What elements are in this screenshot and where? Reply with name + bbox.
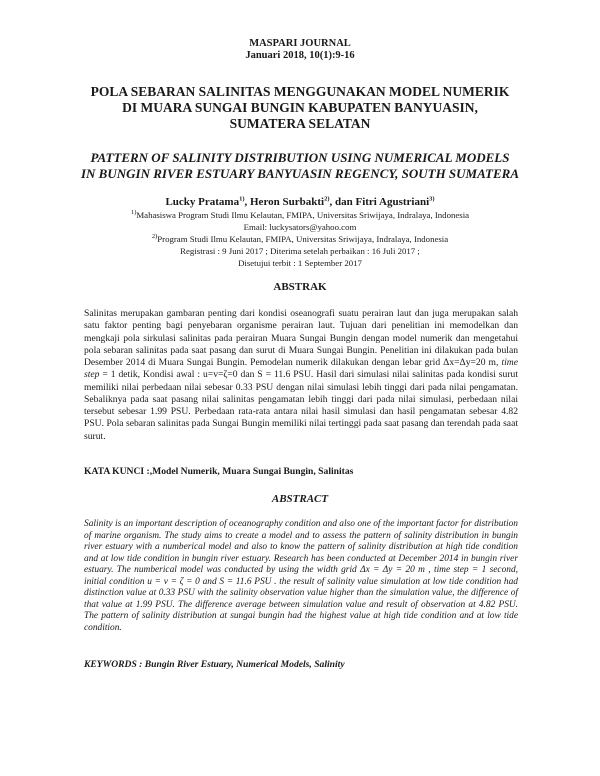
title-en-line2: IN BUNGIN RIVER ESTUARY BANYUASIN REGENCY, SOUTH SUMATERA xyxy=(80,166,520,181)
title-english xyxy=(60,150,540,182)
keywords: KEYWORDS : Bungin River Estuary, Numerical Models, Salinity xyxy=(84,659,345,670)
author-affil-mark: 3) xyxy=(429,195,435,203)
title-id-line2: DI MUARA SUNGAI BUNGIN KABUPATEN BANYUASIN, xyxy=(122,100,478,115)
title-id-line1: POLA SEBARAN SALINITAS MENGGUNAKAN MODEL NUMERIK xyxy=(90,84,510,99)
affiliation-text: Mahasiswa Program Studi Ilmu Kelautan, FMIPA, Universitas Sriwijaya, Indralaya, Indonesia xyxy=(136,210,470,220)
kata-kunci: KATA KUNCI :,Model Numerik, Muara Sungai Bungin, Salinitas xyxy=(84,466,354,477)
author-affil-mark: 1) xyxy=(239,195,245,203)
affil-mark: 2) xyxy=(151,233,158,241)
abstrak-text: = 1 detik, Kondisi awal : u=v=ζ=0 dan S = 11.6 PSU. Hasil dari simulasi nilai salinitas pada kondisi surut memiliki nilai perbedaan nilai sebesar 0.33 PSU dengan nilai simulasi lebih tinggi dari pada nilai pengamatan. Sebaliknya pada saat pasang nilai salinitas pengamatan lebih tinggi dari pada nilai simulasi, perbedaan nilai tersebut sebesar 1.99 PSU. Perbedaan rata-rata antara nilai hasil simulasi dan hasil pengamatan sebesar 4.82 PSU. Pola sebaran salinitas pada Sungai Bungin memiliki nilai tertinggi pada saat pasang dan terendah pada saat surut. xyxy=(84,369,518,442)
title-indonesian xyxy=(60,84,540,132)
author-name: Fitri Agustriani xyxy=(355,196,430,208)
author-separator: , xyxy=(244,196,250,208)
author-email: Email: luckysators@yahoo.com xyxy=(243,222,357,232)
journal-header xyxy=(0,38,600,62)
author-name: Heron Surbakti xyxy=(250,196,325,208)
author-list xyxy=(0,196,600,208)
affil-mark: 1) xyxy=(130,209,137,217)
affiliation-2 xyxy=(0,233,600,245)
abstrak-heading: ABSTRAK xyxy=(273,281,327,293)
abstract-body: Salinity is an important description of oceanography condition and also one of the important factor for distribution of marine organism. The study aims to create a model and to assess the pattern of salinity distribution in bungin river estuary with a numberical model and also to know the pattern of salinity distribution at high tide condition and at low tide condition in bungin river estuary. Research has been conducted at December 2014 in bungin river estuary. The numberical model was conducted by using the width grid Δx = Δy = 20 m , time step = 1 second, initial condition u = v = ζ = 0 and S = 11.6 PSU . the result of salinity value simulation at low tide condition had distinction value at 0.33 PSU with the salinity observation value higher than the simulation value, the difference of that value at 1.99 PSU. The difference average between simulation value and result of observation at 4.82 PSU. The pattern of salinity distribution at sungai bungin had the highest value at high tide condition and at low tide condition. xyxy=(84,519,518,633)
abstrak-text: Salinitas merupakan gambaran penting dari kondisi oseanografi suatu perairan laut dan juga merupakan salah satu faktor penting bagi penyebaran organisme perairan laut. Tujuan dari penelitian ini memodelkan dan mengkaji pola sirkulasi salinitas pada perairan Muara Sungai Bungin dengan model numerik dan mengetahui pola sebaran salinitas pada saat pasang dan surut di Muara Sungai Bungin. Penelitian ini dilakukan pada bulan Desember 2014 di Muara Sungai Bungin. Pemodelan numerik dilakukan dengan lebar grid Δx=Δy=20 m, xyxy=(84,308,518,368)
abstrak-body xyxy=(84,308,518,443)
author-affil-mark: 2) xyxy=(324,195,330,203)
approval-date: Disetujui terbit : 1 September 2017 xyxy=(238,258,362,268)
registration-dates: Registrasi : 9 Juni 2017 ; Diterima setelah perbaikan : 16 Juli 2017 ; xyxy=(180,246,420,256)
affiliation-1 xyxy=(0,209,600,221)
affiliation-text: Program Studi Ilmu Kelautan, FMIPA, Universitas Sriwijaya, Indralaya, Indonesia xyxy=(157,234,449,244)
journal-name: MASPARI JOURNAL xyxy=(249,38,351,49)
title-id-line3: SUMATERA SELATAN xyxy=(229,116,371,131)
author-name: Lucky Pratama xyxy=(165,196,240,208)
abstrak-italic-term: time step xyxy=(84,357,518,381)
author-separator: , dan xyxy=(329,196,356,208)
affiliations xyxy=(0,209,600,269)
abstract-heading: ABSTRACT xyxy=(271,493,329,505)
journal-issue: Januari 2018, 10(1):9-16 xyxy=(245,50,355,61)
title-en-line1: PATTERN OF SALINITY DISTRIBUTION USING NUMERICAL MODELS xyxy=(90,150,510,165)
